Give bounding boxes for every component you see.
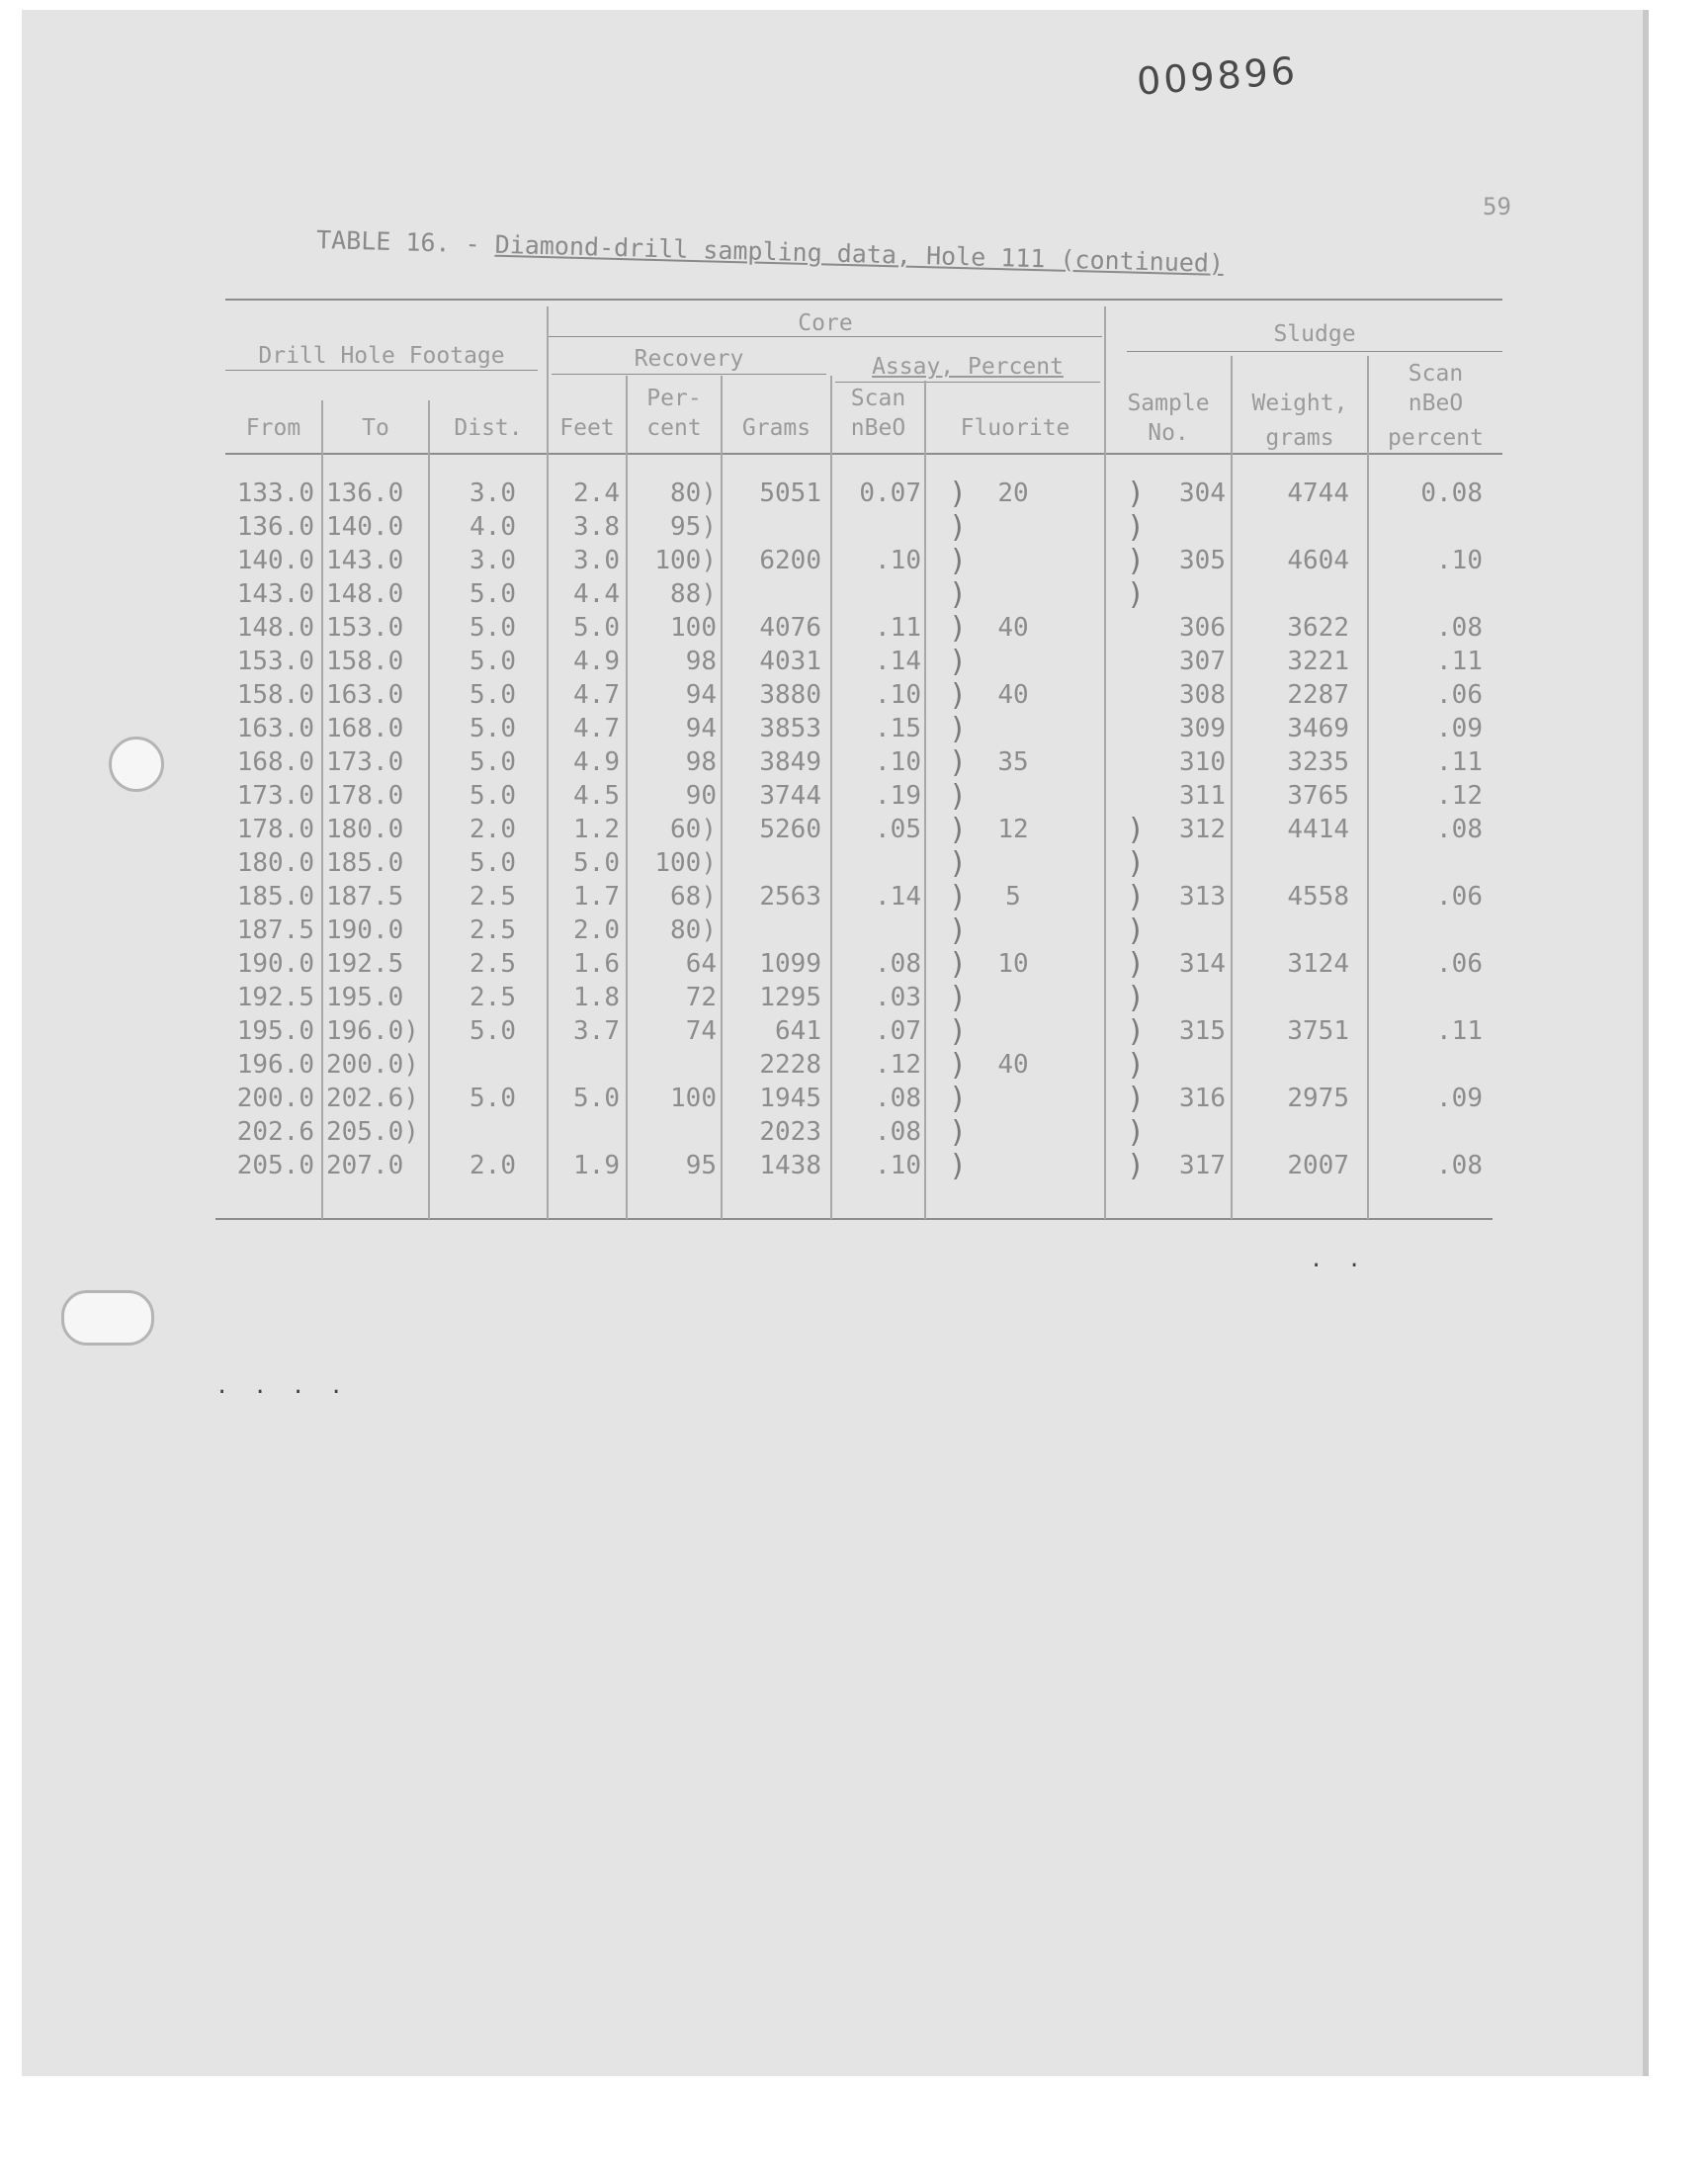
assay-group-bracket: ) <box>949 544 968 578</box>
cell-scan: .11 <box>875 613 921 643</box>
cell-feet: 4.9 <box>573 647 620 676</box>
sludge-group-bracket: ) <box>1127 1082 1146 1116</box>
cell-sample: 310 <box>1179 747 1226 777</box>
cell-grams: 5051 <box>759 478 821 508</box>
cell-scan: .12 <box>875 1050 921 1080</box>
assay-group-bracket: ) <box>949 678 968 713</box>
cell-sludge-scan: 0.08 <box>1420 478 1483 508</box>
cell-dist: 2.5 <box>470 882 516 912</box>
column-divider <box>321 400 323 1219</box>
cell-from: 163.0 <box>236 714 314 743</box>
cell-sample: 304 <box>1179 478 1226 508</box>
cell-sample: 306 <box>1179 613 1226 643</box>
cell-scan: .07 <box>875 1016 921 1046</box>
cell-percent: 94 <box>685 714 717 743</box>
cell-to: 158.0 <box>326 647 404 676</box>
cell-to: 148.0 <box>326 579 404 609</box>
cell-scan: .10 <box>875 747 921 777</box>
header-scan-2: nBeO <box>850 415 906 441</box>
cell-feet: 1.6 <box>573 949 620 979</box>
cell-percent: 100 <box>670 1084 717 1113</box>
cell-feet: 4.7 <box>573 714 620 743</box>
header-assay-percent: Assay, Percent <box>872 354 1064 380</box>
cell-percent: 72 <box>685 983 717 1012</box>
cell-weight: 4744 <box>1287 478 1349 508</box>
cell-feet: 4.9 <box>573 747 620 777</box>
scan-speckle: . . . . <box>215 1374 349 1399</box>
assay-group-bracket: ) <box>949 880 968 914</box>
cell-from: 187.5 <box>236 915 314 945</box>
cell-sludge-scan: .06 <box>1436 680 1483 710</box>
cell-from: 143.0 <box>236 579 314 609</box>
header-sample-no-2: No. <box>1148 420 1189 446</box>
column-divider <box>428 400 430 1219</box>
cell-scan: 0.07 <box>859 478 921 508</box>
cell-from: 136.0 <box>236 512 314 542</box>
cell-sludge-scan: .11 <box>1436 1016 1483 1046</box>
cell-weight: 2007 <box>1287 1151 1349 1180</box>
sludge-group-bracket: ) <box>1127 544 1146 578</box>
header-drill-hole-footage: Drill Hole Footage <box>258 343 505 369</box>
cell-percent: 98 <box>685 747 717 777</box>
cell-feet: 3.7 <box>573 1016 620 1046</box>
cell-grams: 4076 <box>759 613 821 643</box>
cell-from: 192.5 <box>236 983 314 1012</box>
assay-group-bracket: ) <box>949 981 968 1015</box>
cell-dist: 5.0 <box>470 647 516 676</box>
cell-scan: .03 <box>875 983 921 1012</box>
header-scan-1: Scan <box>850 386 906 411</box>
cell-to: 192.5 <box>326 949 404 979</box>
sludge-group-bracket: ) <box>1127 846 1146 881</box>
cell-sample: 308 <box>1179 680 1226 710</box>
cell-weight: 3622 <box>1287 613 1349 643</box>
cell-scan: .14 <box>875 882 921 912</box>
sludge-group-bracket: ) <box>1127 1115 1146 1150</box>
header-sludge-scan-3: percent <box>1388 425 1484 451</box>
sludge-group-bracket: ) <box>1127 813 1146 847</box>
header-weight-1: Weight, <box>1251 391 1348 416</box>
cell-percent: 95) <box>670 512 717 542</box>
cell-sample: 311 <box>1179 781 1226 811</box>
cell-feet: 4.7 <box>573 680 620 710</box>
cell-feet: 1.9 <box>573 1151 620 1180</box>
cell-scan: .14 <box>875 647 921 676</box>
cell-percent: 98 <box>685 647 717 676</box>
cell-from: 202.6 <box>236 1117 314 1147</box>
cell-from: 185.0 <box>236 882 314 912</box>
header-sludge: Sludge <box>1273 321 1356 347</box>
sludge-group-bracket: ) <box>1127 477 1146 511</box>
cell-to: 173.0 <box>326 747 404 777</box>
header-sample-no-1: Sample <box>1127 391 1210 416</box>
cell-weight: 3235 <box>1287 747 1349 777</box>
cell-feet: 2.4 <box>573 478 620 508</box>
header-from: From <box>245 415 301 441</box>
cell-grams: 3853 <box>759 714 821 743</box>
cell-sample: 307 <box>1179 647 1226 676</box>
cell-dist: 5.0 <box>470 714 516 743</box>
cell-weight: 2975 <box>1287 1084 1349 1113</box>
cell-sample: 312 <box>1179 815 1226 844</box>
sludge-group-bracket: ) <box>1127 1014 1146 1049</box>
cell-feet: 5.0 <box>573 1084 620 1113</box>
cell-sample: 314 <box>1179 949 1226 979</box>
cell-percent: 100 <box>670 613 717 643</box>
cell-sludge-scan: .12 <box>1436 781 1483 811</box>
cell-dist: 5.0 <box>470 1016 516 1046</box>
cell-scan: .08 <box>875 1117 921 1147</box>
cell-dist: 5.0 <box>470 1084 516 1113</box>
sludge-group-bracket: ) <box>1127 1149 1146 1183</box>
cell-scan: .19 <box>875 781 921 811</box>
cell-dist: 2.0 <box>470 1151 516 1180</box>
cell-weight: 4414 <box>1287 815 1349 844</box>
cell-from: 158.0 <box>236 680 314 710</box>
cell-grams: 1099 <box>759 949 821 979</box>
header-percent-1: Per- <box>646 386 702 411</box>
sludge-group-rule <box>1127 351 1502 352</box>
table-bottom-rule <box>215 1218 1493 1220</box>
assay-group-bracket: ) <box>949 947 968 982</box>
cell-sample: 315 <box>1179 1016 1226 1046</box>
cell-to: 187.5 <box>326 882 404 912</box>
sludge-group-bracket: ) <box>1127 914 1146 948</box>
cell-feet: 2.0 <box>573 915 620 945</box>
cell-to: 205.0) <box>326 1117 419 1147</box>
cell-fluorite: 40 <box>997 680 1029 710</box>
sludge-group-bracket: ) <box>1127 1048 1146 1083</box>
cell-grams: 6200 <box>759 546 821 575</box>
sludge-group-bracket: ) <box>1127 880 1146 914</box>
footage-group-rule <box>225 370 538 371</box>
column-divider <box>924 381 926 1219</box>
cell-percent: 68) <box>670 882 717 912</box>
cell-weight: 4604 <box>1287 546 1349 575</box>
assay-group-bracket: ) <box>949 846 968 881</box>
assay-group-bracket: ) <box>949 510 968 545</box>
cell-percent: 80) <box>670 915 717 945</box>
cell-fluorite: 5 <box>1005 882 1021 912</box>
cell-percent: 80) <box>670 478 717 508</box>
header-to: To <box>362 415 389 441</box>
cell-grams: 3744 <box>759 781 821 811</box>
cell-grams: 3849 <box>759 747 821 777</box>
cell-grams: 1295 <box>759 983 821 1012</box>
cell-from: 180.0 <box>236 848 314 878</box>
cell-percent: 88) <box>670 579 717 609</box>
cell-from: 178.0 <box>236 815 314 844</box>
assay-group-bracket: ) <box>949 712 968 746</box>
cell-feet: 4.5 <box>573 781 620 811</box>
column-divider <box>1231 356 1233 1219</box>
cell-dist: 4.0 <box>470 512 516 542</box>
cell-dist: 2.0 <box>470 815 516 844</box>
cell-feet: 5.0 <box>573 613 620 643</box>
cell-percent: 90 <box>685 781 717 811</box>
cell-percent: 95 <box>685 1151 717 1180</box>
cell-dist: 3.0 <box>470 478 516 508</box>
cell-grams: 1438 <box>759 1151 821 1180</box>
cell-fluorite: 40 <box>997 613 1029 643</box>
cell-from: 205.0 <box>236 1151 314 1180</box>
cell-from: 200.0 <box>236 1084 314 1113</box>
cell-from: 190.0 <box>236 949 314 979</box>
caption-prefix: TABLE 16. - <box>315 224 496 259</box>
cell-sludge-scan: .09 <box>1436 1084 1483 1113</box>
punch-hole-upper <box>109 737 164 792</box>
cell-grams: 2563 <box>759 882 821 912</box>
cell-grams: 4031 <box>759 647 821 676</box>
cell-dist: 3.0 <box>470 546 516 575</box>
cell-sludge-scan: .08 <box>1436 1151 1483 1180</box>
assay-group-bracket: ) <box>949 645 968 679</box>
header-weight-2: grams <box>1265 425 1334 451</box>
cell-to: 140.0 <box>326 512 404 542</box>
cell-sludge-scan: .11 <box>1436 747 1483 777</box>
assay-group-bracket: ) <box>949 1048 968 1083</box>
cell-from: 196.0 <box>236 1050 314 1080</box>
sludge-group-bracket: ) <box>1127 981 1146 1015</box>
cell-to: 190.0 <box>326 915 404 945</box>
cell-to: 136.0 <box>326 478 404 508</box>
scan-speckle: . . <box>1310 1248 1367 1272</box>
column-divider <box>1367 356 1369 1219</box>
cell-sludge-scan: .06 <box>1436 882 1483 912</box>
header-recovery: Recovery <box>634 346 744 372</box>
assay-group-bracket: ) <box>949 1149 968 1183</box>
assay-group-bracket: ) <box>949 611 968 646</box>
assay-group-bracket: ) <box>949 813 968 847</box>
cell-feet: 1.8 <box>573 983 620 1012</box>
cell-scan: .05 <box>875 815 921 844</box>
cell-weight: 4558 <box>1287 882 1349 912</box>
cell-dist: 5.0 <box>470 747 516 777</box>
cell-grams: 5260 <box>759 815 821 844</box>
cell-dist: 5.0 <box>470 781 516 811</box>
cell-feet: 3.0 <box>573 546 620 575</box>
cell-sludge-scan: .11 <box>1436 647 1483 676</box>
cell-sludge-scan: .08 <box>1436 613 1483 643</box>
cell-sludge-scan: .08 <box>1436 815 1483 844</box>
assay-group-bracket: ) <box>949 914 968 948</box>
cell-scan: .10 <box>875 680 921 710</box>
cell-to: 163.0 <box>326 680 404 710</box>
cell-weight: 3751 <box>1287 1016 1349 1046</box>
header-core: Core <box>798 310 853 336</box>
cell-sludge-scan: .09 <box>1436 714 1483 743</box>
cell-to: 168.0 <box>326 714 404 743</box>
core-group-rule <box>549 336 1102 337</box>
assay-group-bracket: ) <box>949 745 968 780</box>
cell-from: 148.0 <box>236 613 314 643</box>
cell-weight: 3221 <box>1287 647 1349 676</box>
cell-grams: 2023 <box>759 1117 821 1147</box>
cell-to: 153.0 <box>326 613 404 643</box>
cell-percent: 60) <box>670 815 717 844</box>
cell-dist: 2.5 <box>470 983 516 1012</box>
header-percent-2: cent <box>646 415 702 441</box>
header-sludge-scan-1: Scan <box>1408 361 1464 387</box>
cell-grams: 641 <box>775 1016 821 1046</box>
cell-to: 180.0 <box>326 815 404 844</box>
cell-fluorite: 40 <box>997 1050 1029 1080</box>
cell-percent: 100) <box>654 546 717 575</box>
sludge-group-bracket: ) <box>1127 577 1146 612</box>
cell-scan: .08 <box>875 1084 921 1113</box>
cell-weight: 3469 <box>1287 714 1349 743</box>
caption-title: Diamond-drill sampling data, Hole 111 (continued) <box>494 229 1225 279</box>
cell-feet: 5.0 <box>573 848 620 878</box>
recovery-group-rule <box>552 374 826 375</box>
cell-from: 133.0 <box>236 478 314 508</box>
cell-from: 168.0 <box>236 747 314 777</box>
assay-group-bracket: ) <box>949 1115 968 1150</box>
cell-sample: 316 <box>1179 1084 1226 1113</box>
cell-fluorite: 12 <box>997 815 1029 844</box>
assay-group-bracket: ) <box>949 1014 968 1049</box>
cell-percent: 94 <box>685 680 717 710</box>
cell-grams: 3880 <box>759 680 821 710</box>
cell-dist: 5.0 <box>470 848 516 878</box>
cell-to: 143.0 <box>326 546 404 575</box>
cell-from: 153.0 <box>236 647 314 676</box>
cell-dist: 5.0 <box>470 579 516 609</box>
cell-feet: 1.2 <box>573 815 620 844</box>
sludge-group-bracket: ) <box>1127 947 1146 982</box>
cell-fluorite: 10 <box>997 949 1029 979</box>
cell-sludge-scan: .10 <box>1436 546 1483 575</box>
sludge-group-bracket: ) <box>1127 510 1146 545</box>
assay-group-bracket: ) <box>949 1082 968 1116</box>
punch-hole-lower <box>61 1290 154 1346</box>
cell-grams: 2228 <box>759 1050 821 1080</box>
cell-to: 196.0) <box>326 1016 419 1046</box>
cell-from: 173.0 <box>236 781 314 811</box>
cell-dist: 5.0 <box>470 613 516 643</box>
cell-scan: .10 <box>875 546 921 575</box>
assay-group-bracket: ) <box>949 779 968 814</box>
table-header-rule <box>225 453 1502 455</box>
cell-dist: 2.5 <box>470 949 516 979</box>
cell-feet: 4.4 <box>573 579 620 609</box>
cell-weight: 3765 <box>1287 781 1349 811</box>
cell-sample: 313 <box>1179 882 1226 912</box>
cell-weight: 2287 <box>1287 680 1349 710</box>
cell-to: 195.0 <box>326 983 404 1012</box>
document-id-number: 009896 <box>1135 48 1300 104</box>
cell-fluorite: 20 <box>997 478 1029 508</box>
header-dist: Dist. <box>454 415 523 441</box>
cell-percent: 100) <box>654 848 717 878</box>
cell-fluorite: 35 <box>997 747 1029 777</box>
assay-group-rule <box>835 382 1100 383</box>
cell-feet: 1.7 <box>573 882 620 912</box>
cell-scan: .08 <box>875 949 921 979</box>
cell-percent: 64 <box>685 949 717 979</box>
cell-sample: 317 <box>1179 1151 1226 1180</box>
cell-grams: 1945 <box>759 1084 821 1113</box>
cell-dist: 5.0 <box>470 680 516 710</box>
page-number: 59 <box>1483 193 1511 220</box>
cell-to: 207.0 <box>326 1151 404 1180</box>
cell-scan: .15 <box>875 714 921 743</box>
cell-weight: 3124 <box>1287 949 1349 979</box>
cell-to: 178.0 <box>326 781 404 811</box>
header-sludge-scan-2: nBeO <box>1408 391 1464 416</box>
table-top-rule <box>225 299 1502 301</box>
assay-group-bracket: ) <box>949 477 968 511</box>
cell-sample: 309 <box>1179 714 1226 743</box>
cell-from: 195.0 <box>236 1016 314 1046</box>
cell-sample: 305 <box>1179 546 1226 575</box>
cell-feet: 3.8 <box>573 512 620 542</box>
cell-scan: .10 <box>875 1151 921 1180</box>
cell-from: 140.0 <box>236 546 314 575</box>
cell-percent: 74 <box>685 1016 717 1046</box>
header-fluorite: Fluorite <box>960 415 1070 441</box>
cell-to: 202.6) <box>326 1084 419 1113</box>
cell-sludge-scan: .06 <box>1436 949 1483 979</box>
cell-to: 185.0 <box>326 848 404 878</box>
header-grams: Grams <box>741 415 811 441</box>
cell-to: 200.0) <box>326 1050 419 1080</box>
cell-dist: 2.5 <box>470 915 516 945</box>
assay-group-bracket: ) <box>949 577 968 612</box>
header-feet: Feet <box>559 415 615 441</box>
